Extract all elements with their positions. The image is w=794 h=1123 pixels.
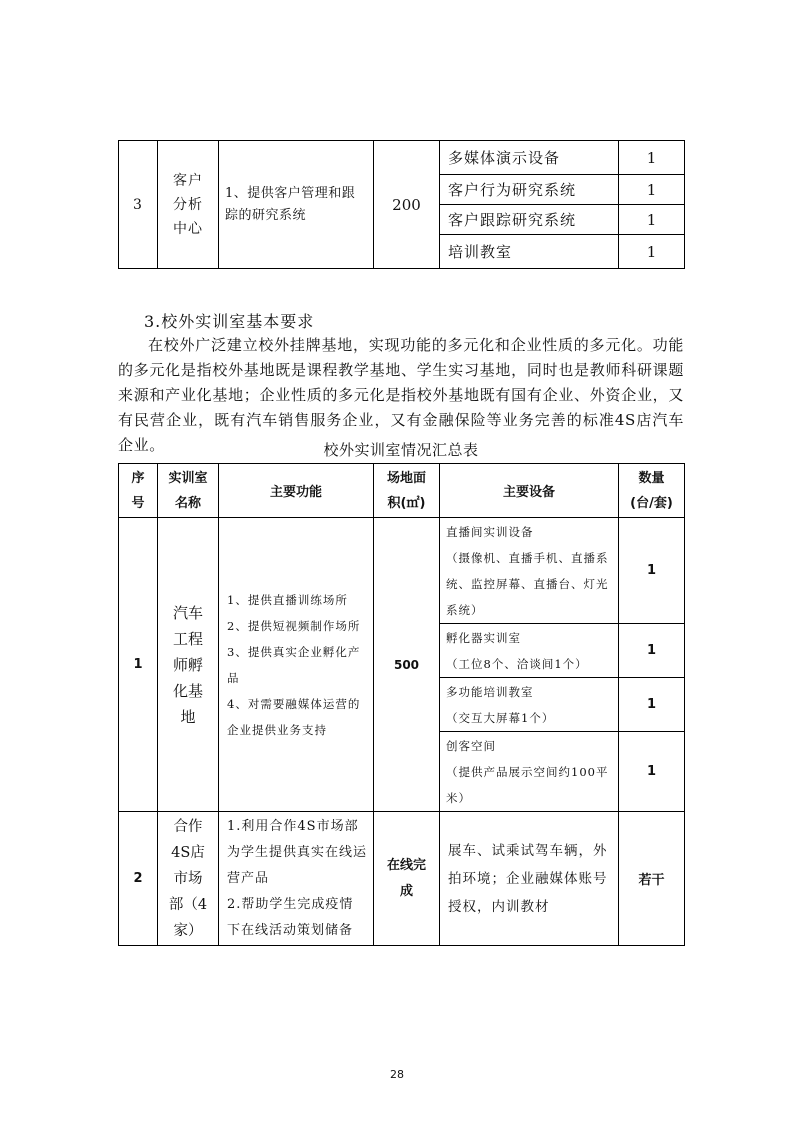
equipment-cell: 创客空间 （提供产品展示空间约100平米） (440, 732, 619, 812)
header-name: 实训室 名称 (158, 464, 219, 518)
header-qty: 数量 (台/套) (619, 464, 685, 518)
table-row (119, 518, 685, 624)
qty-cell: 1 (619, 235, 685, 269)
equipment-cell: 客户行为研究系统 (440, 175, 619, 205)
top-row-function: 1、提供客户管理和跟踪的研究系统 (219, 141, 374, 269)
row2-qty: 若干 (619, 812, 685, 946)
table-caption: 校外实训室情况汇总表 (323, 441, 479, 459)
row2-functions: 1.利用合作4S市场部为学生提供真实在线运营产品 2.帮助学生完成疫情下在线活动策划储备 (219, 812, 374, 946)
qty-cell: 1 (619, 732, 685, 812)
qty-cell: 1 (619, 141, 685, 175)
table-row (119, 812, 685, 946)
header-function: 主要功能 (219, 464, 374, 518)
equipment-cell: 客户跟踪研究系统 (440, 205, 619, 235)
page-number: 28 (390, 1068, 404, 1081)
qty-cell: 1 (619, 205, 685, 235)
header-area: 场地面 积(㎡) (374, 464, 440, 518)
training-room-table (118, 463, 685, 946)
qty-cell: 1 (619, 624, 685, 678)
section-heading: 3.校外实训室基本要求 (144, 312, 315, 331)
top-row-name: 客户 分析 中心 (158, 141, 219, 269)
qty-cell: 1 (619, 518, 685, 624)
qty-cell: 1 (619, 678, 685, 732)
header-row (119, 464, 685, 518)
row2-area: 在线完成 (374, 812, 440, 946)
row1-no: 1 (119, 518, 158, 812)
top-row-no: 3 (119, 141, 158, 269)
row2-no: 2 (119, 812, 158, 946)
top-table (118, 140, 685, 269)
row2-name: 合作 4S店 市场 部（4 家） (158, 812, 219, 946)
top-row-area: 200 (374, 141, 440, 269)
equipment-cell: 直播间实训设备 （摄像机、直播手机、直播系统、监控屏幕、直播台、灯光系统） (440, 518, 619, 624)
header-equipment: 主要设备 (440, 464, 619, 518)
row1-name: 汽车 工程 师孵 化基 地 (158, 518, 219, 812)
equipment-cell: 培训教室 (440, 235, 619, 269)
section-paragraph: 在校外广泛建立校外挂牌基地，实现功能的多元化和企业性质的多元化。功能的多元化是指校外基地既是课程教学基地、学生实习基地，同时也是教师科研课题来源和产业化基地；企业性质的多元化是指校外基地既有国有企业、外资企业，又有民营企业，既有汽车销售服务企业，又有金融保险等业务完善的标准4S店汽车企业。 (118, 336, 684, 454)
equipment-cell: 多功能培训教室 （交互大屏幕1个） (440, 678, 619, 732)
qty-cell: 1 (619, 175, 685, 205)
row1-area: 500 (374, 518, 440, 812)
equipment-cell: 多媒体演示设备 (440, 141, 619, 175)
equipment-cell: 孵化器实训室 （工位8个、洽谈间1个） (440, 624, 619, 678)
row1-functions: 1、提供直播训练场所 2、提供短视频制作场所 3、提供真实企业孵化产品 4、对需要融媒体运营的企业提供业务支持 (219, 518, 374, 812)
header-no: 序 号 (119, 464, 158, 518)
row2-equipment: 展车、试乘试驾车辆，外拍环境；企业融媒体账号授权，内训教材 (440, 812, 619, 946)
